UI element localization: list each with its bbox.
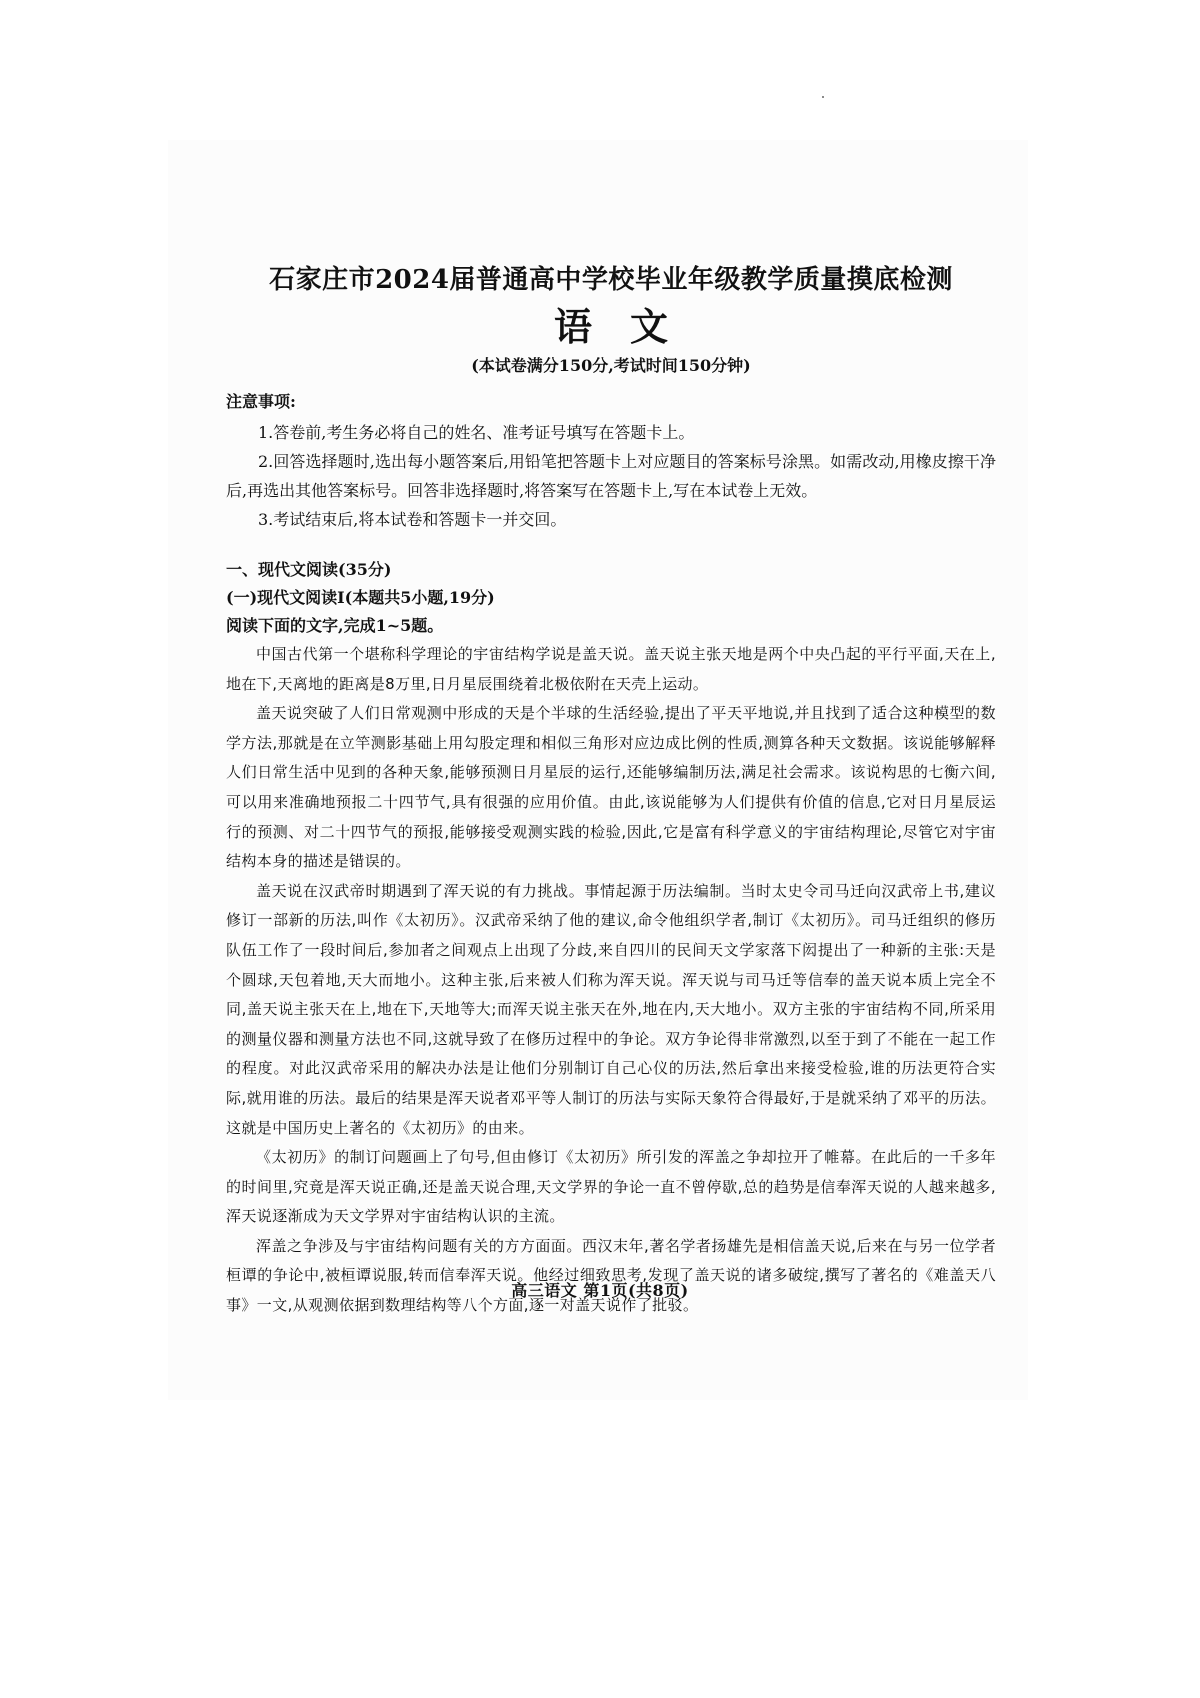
passage-paragraph: 《太初历》的制订问题画上了句号,但由修订《太初历》所引发的浑盖之争却拉开了帷幕。在此后的一千多年的时间里,究竟是浑天说正确,还是盖天说合理,天文学界的争论一直不曾停歇,总的趋势是信奉浑天说的人越来越多,浑天说逐渐成为天文学界对宇宙结构认识的主流。: [226, 1148, 996, 1226]
exam-info: (本试卷满分150分,考试时间150分钟): [471, 356, 751, 375]
passage-paragraph: 中国古代第一个堪称科学理论的宇宙结构学说是盖天说。盖天说主张天地是两个中央凸起的平行平面,天在上,地在下,天离地的距离是8万里,日月星辰围绕着北极依附在天壳上运动。: [226, 645, 996, 693]
reading-instruction: 阅读下面的文字,完成1~5题。: [226, 616, 444, 635]
exam-title: 石家庄市2024届普通高中学校毕业年级教学质量摸底检测: [269, 265, 953, 295]
notice-item: 2.回答选择题时,选出每小题答案后,用铅笔把答题卡上对应题目的答案标号涂黑。如需改动,用橡皮擦干净后,再选出其他答案标号。回答非选择题时,将答案写在答题卡上,写在本试卷上无效。: [226, 452, 996, 500]
passage-paragraph: 盖天说突破了人们日常观测中形成的天是个半球的生活经验,提出了平天平地说,并且找到了适合这种模型的数学方法,那就是在立竿测影基础上用勾股定理和相似三角形对应边成比例的性质,测算各种天文数据。该说能够解释人们日常生活中见到的各种天象,能够预测日月星辰的运行,还能够编制历法,满足社会需求。该说构思的七衡六间,可以用来准确地预报二十四节气,具有很强的应用价值。由此,该说能够为人们提供有价值的信息,它对日月星辰运行的预测、对二十四节气的预报,能够接受观测实践的检验,因此,它是富有科学意义的宇宙结构理论,尽管它对宇宙结构本身的描述是错误的。: [226, 704, 996, 871]
exam-page: [226, 262, 996, 1321]
section-subheading: (一)现代文阅读Ⅰ(本题共5小题,19分): [226, 588, 495, 607]
notice-item: 1.答卷前,考生务必将自己的姓名、准考证号填写在答题卡上。: [258, 423, 695, 442]
reading-passage: [226, 640, 996, 1321]
passage-paragraph: 浑盖之争涉及与宇宙结构问题有关的方方面面。西汉末年,著名学者扬雄先是相信盖天说,后来在与另一位学者桓谭的争论中,被桓谭说服,转而信奉浑天说。他经过细致思考,发现了盖天说的诸多破绽,撰写了著名的《难盖天八事》一文,从观测依据到数理结构等八个方面,逐一对盖天说作了批驳。: [226, 1236, 996, 1315]
subject-title: 语文: [553, 304, 706, 349]
notice-title: 注意事项:: [226, 392, 296, 411]
section-heading: 一、现代文阅读(35分): [226, 560, 392, 579]
page-footer: 高三语文 第1页(共8页): [511, 1281, 689, 1300]
passage-paragraph: 盖天说在汉武帝时期遇到了浑天说的有力挑战。事情起源于历法编制。当时太史令司马迁向汉武帝上书,建议修订一部新的历法,叫作《太初历》。汉武帝采纳了他的建议,命令他组织学者,制订《太初历》。司马迁组织的修历队伍工作了一段时间后,参加者之间观点上出现了分歧,来自四川的民间天文学家落下闳提出了一种新的主张:天是个圆球,天包着地,天大而地小。这种主张,后来被人们称为浑天说。浑天说与司马迁等信奉的盖天说本质上完全不同,盖天说主张天在上,地在下,天地等大;而浑天说主张天在外,地在内,天大地小。双方主张的宇宙结构不同,所采用的测量仪器和测量方法也不同,这就导致了在修历过程中的争论。双方争论得非常激烈,以至于到了不能在一起工作的程度。对此汉武帝采用的解决办法是让他们分别制订自己心仪的历法,然后拿出来接受检验,谁的历法更符合实际,就用谁的历法。最后的结果是浑天说者邓平等人制订的历法与实际天象符合得最好,于是就采纳了邓平的历法。这就是中国历史上著名的《太初历》的由来。: [226, 881, 996, 1137]
notice-item: 3.考试结束后,将本试卷和答题卡一并交回。: [258, 510, 567, 529]
scan-speck: [822, 96, 824, 98]
notice-list: [226, 418, 996, 534]
